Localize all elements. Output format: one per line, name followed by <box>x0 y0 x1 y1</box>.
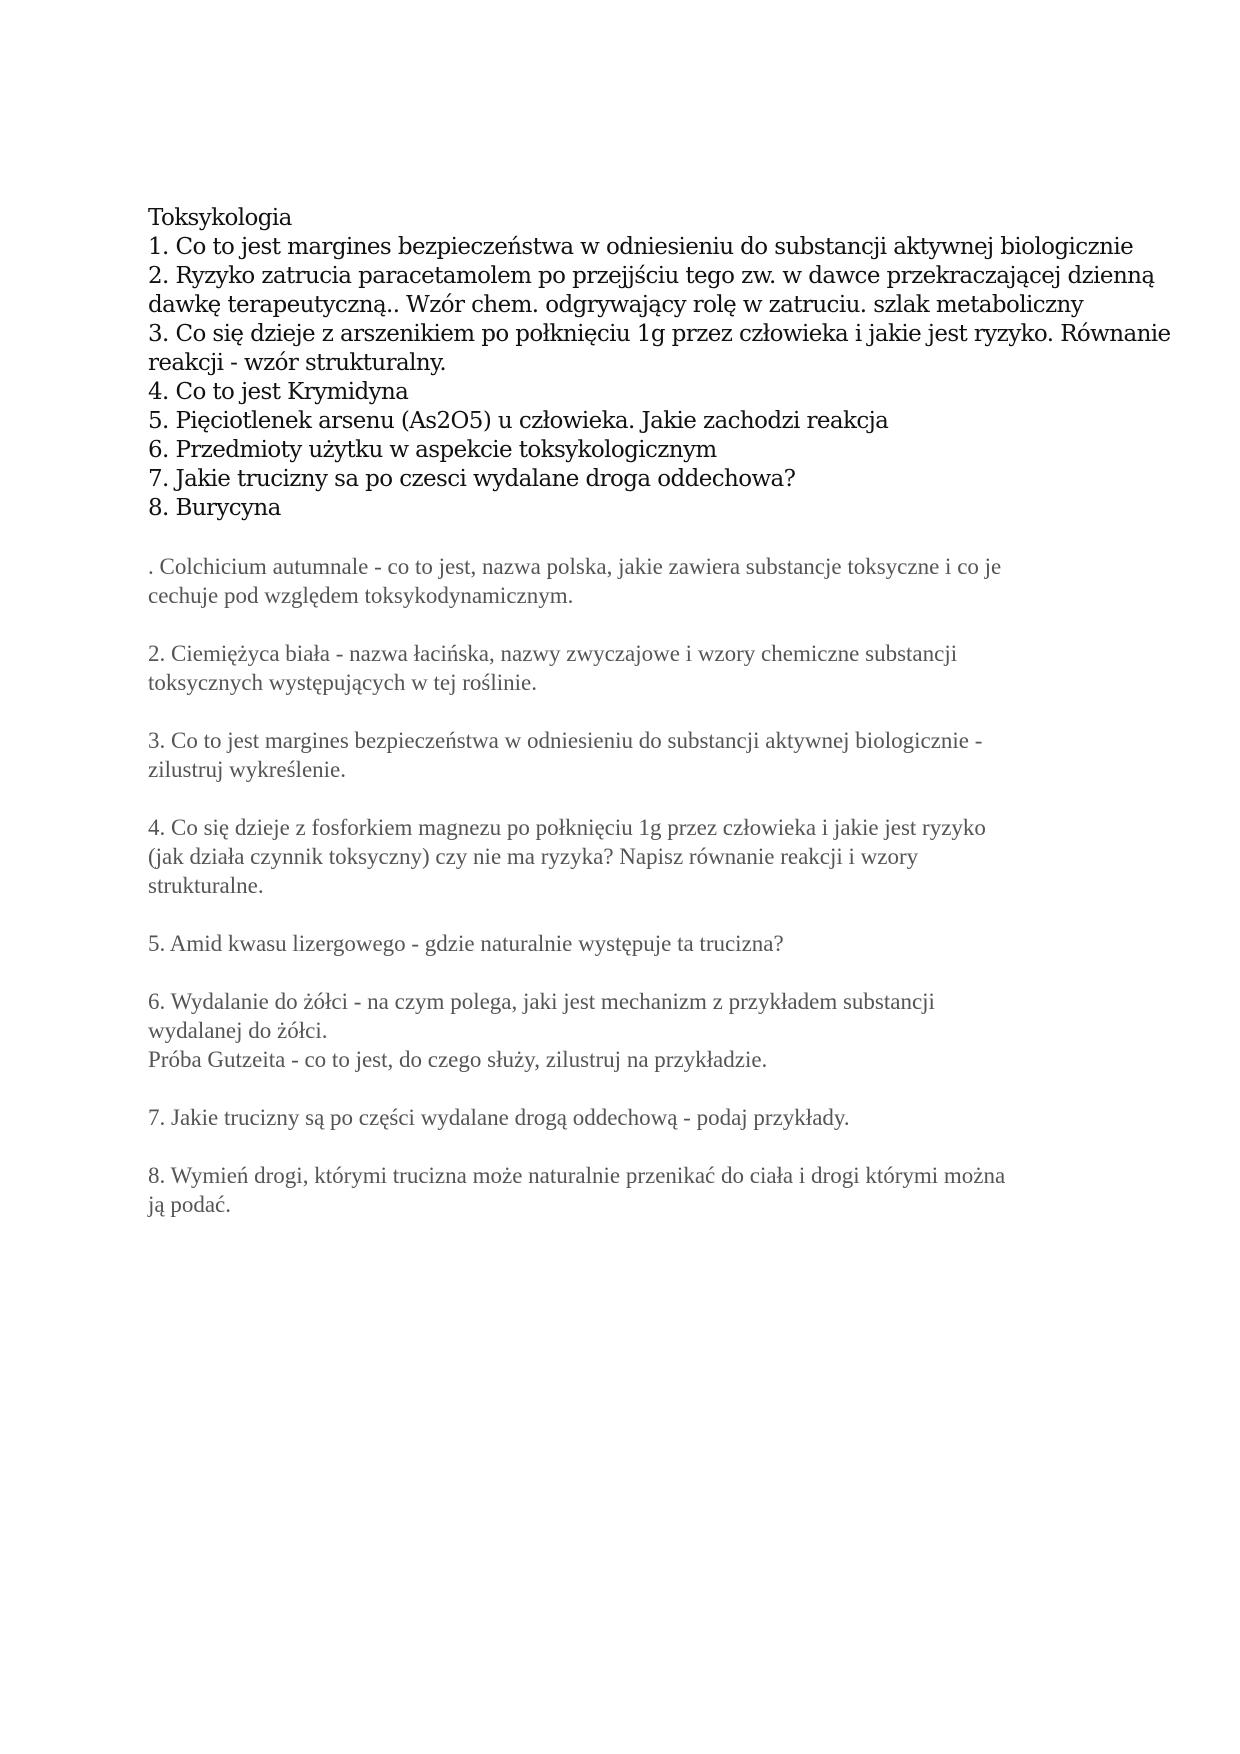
q2-paragraph-1-line-2: cechuje pod względem toksykodynamicznym. <box>148 583 574 608</box>
q2-paragraph-4-line-1: 4. Co się dzieje z fosforkiem magnezu po połknięciu 1g przez człowieka i jakie jest ryzyko <box>148 815 986 840</box>
q2-paragraph-2 <box>148 639 1098 697</box>
document-content <box>148 204 1171 1248</box>
question-8-line-1: 8. Burycyna <box>148 495 281 521</box>
q2-paragraph-7 <box>148 1103 1098 1132</box>
q2-paragraph-4-line-2: (jak działa czynnik toksyczny) czy nie ma ryzyka? Napisz równanie reakcji i wzory <box>148 844 919 869</box>
q2-paragraph-1-line-1: . Colchicium autumnale - co to jest, nazwa polska, jakie zawiera substancje toksyczne i co je <box>148 554 1002 579</box>
q2-paragraph-2-line-2: toksycznych występujących w tej roślinie. <box>148 670 537 695</box>
q2-paragraph-8-line-1: 8. Wymień drogi, którymi trucizna może naturalnie przenikać do ciała i drogi którymi można <box>148 1163 1006 1188</box>
q2-paragraph-4-line-3: strukturalne. <box>148 873 264 898</box>
question-4-line-1: 4. Co to jest Krymidyna <box>148 379 409 405</box>
q2-paragraph-8-line-2: ją podać. <box>148 1192 232 1217</box>
q2-paragraph-6-line-2: wydalanej do żółci. <box>148 1018 328 1043</box>
question-2-line-2: dawkę terapeutyczną.. Wzór chem. odgrywający rolę w zatruciu. szlak metaboliczny <box>148 292 1084 318</box>
question-1-line-1: 1. Co to jest margines bezpieczeństwa w odniesieniu do substancji aktywnej biologicznie <box>148 234 1134 260</box>
q2-paragraph-6-line-1: 6. Wydalanie do żółci - na czym polega, jaki jest mechanizm z przykładem substancji <box>148 989 935 1014</box>
question-3-line-1: 3. Co się dzieje z arszenikiem po połknięciu 1g przez człowieka i jakie jest ryzyko. Równanie <box>148 321 1171 347</box>
q2-paragraph-4 <box>148 813 1098 900</box>
q2-paragraph-7-line-1: 7. Jakie trucizny są po części wydalane drogą oddechową - podaj przykłady. <box>148 1105 850 1130</box>
question-2-line-1: 2. Ryzyko zatrucia paracetamolem po przejjściu tego zw. w dawce przekraczającej dzienną <box>148 263 1155 289</box>
questions-set-2 <box>148 552 1098 1219</box>
question-6-line-1: 6. Przedmioty użytku w aspekcie toksykologicznym <box>148 437 717 463</box>
questions-set-1 <box>148 204 1171 523</box>
q2-paragraph-5 <box>148 929 1098 958</box>
document-title: Toksykologia <box>148 205 292 231</box>
q2-paragraph-1 <box>148 552 1098 610</box>
question-3-line-2: reakcji - wzór strukturalny. <box>148 350 447 376</box>
q2-paragraph-6-line-3: Próba Gutzeita - co to jest, do czego służy, zilustruj na przykładzie. <box>148 1047 768 1072</box>
q2-paragraph-3-line-2: zilustruj wykreślenie. <box>148 757 347 782</box>
q2-paragraph-3 <box>148 726 1098 784</box>
q2-paragraph-6 <box>148 987 1098 1074</box>
question-5-line-1: 5. Pięciotlenek arsenu (As2O5) u człowieka. Jakie zachodzi reakcja <box>148 408 889 434</box>
question-7-line-1: 7. Jakie trucizny sa po czesci wydalane droga oddechowa? <box>148 466 796 492</box>
q2-paragraph-8 <box>148 1161 1098 1219</box>
q2-paragraph-5-line-1: 5. Amid kwasu lizergowego - gdzie naturalnie występuje ta trucizna? <box>148 931 784 956</box>
q2-paragraph-3-line-1: 3. Co to jest margines bezpieczeństwa w odniesieniu do substancji aktywnej biologicznie - <box>148 728 983 753</box>
q2-paragraph-2-line-1: 2. Ciemiężyca biała - nazwa łacińska, nazwy zwyczajowe i wzory chemiczne substancji <box>148 641 958 666</box>
